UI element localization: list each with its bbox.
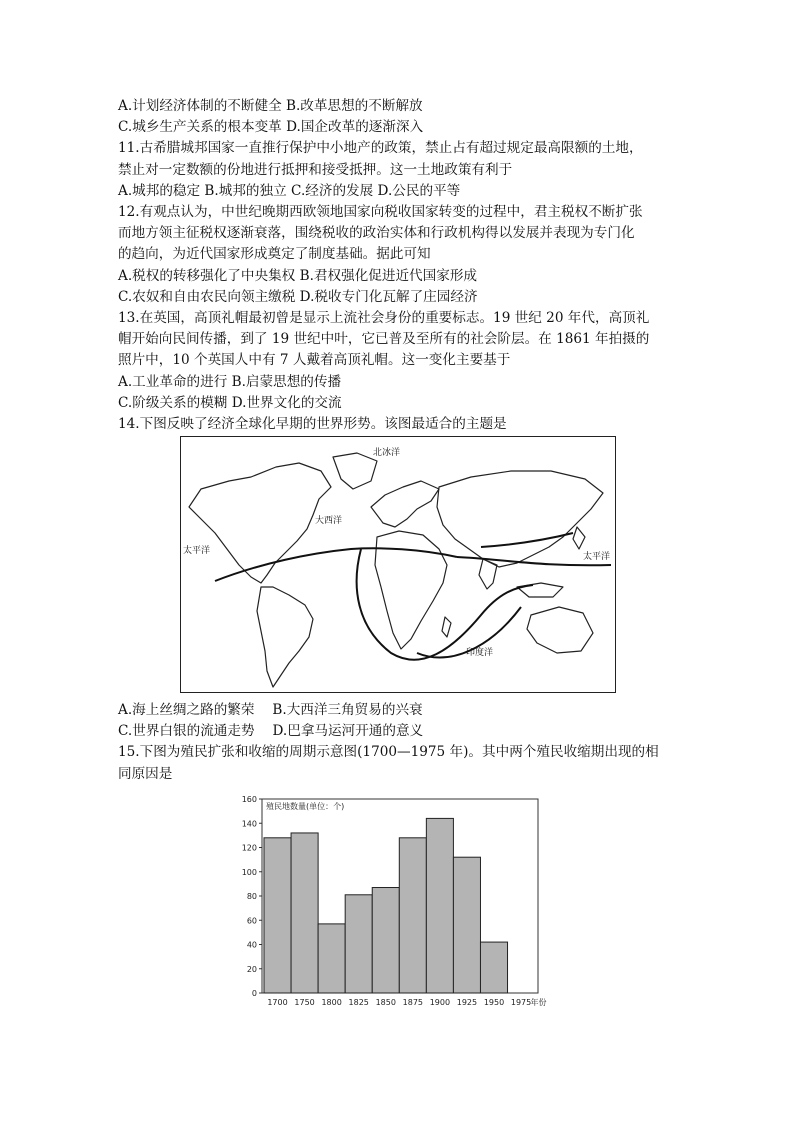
x-tick-label: 1950 xyxy=(483,998,505,1007)
bar xyxy=(345,895,372,993)
y-tick-label: 0 xyxy=(251,989,257,998)
bar xyxy=(399,838,426,993)
label-indian: 印度洋 xyxy=(466,648,494,658)
label-atlantic: 大西洋 xyxy=(315,516,343,526)
y-tick-label: 140 xyxy=(241,819,257,829)
x-axis-suffix: 年份 xyxy=(530,998,547,1007)
text-line: 同原因是 xyxy=(118,765,173,782)
label-pacific-right: 太平洋 xyxy=(583,552,611,562)
text-line: A.计划经济体制的不断健全 B.改革思想的不断解放 xyxy=(118,98,423,114)
x-tick-label: 1900 xyxy=(429,998,451,1007)
y-tick-label: 160 xyxy=(241,795,257,804)
map-svg xyxy=(181,437,615,692)
text-line: 照片中，10 个英国人中有 7 人戴着高顶礼帽。这一变化主要基于 xyxy=(118,352,511,369)
question-text-top xyxy=(118,96,688,435)
y-tick-label: 20 xyxy=(246,964,257,974)
colony-bar-chart xyxy=(232,789,572,1009)
text-line: C.世界白银的流通走势 D.巴拿马运河开通的意义 xyxy=(118,723,424,740)
x-tick-label: 1825 xyxy=(348,998,369,1007)
bar xyxy=(372,888,399,993)
bar xyxy=(264,838,291,993)
text-line: 14.下图反映了经济全球化早期的世界形势。该图最适合的主题是 xyxy=(118,416,507,433)
y-axis-title: 殖民地数量(单位：个) xyxy=(266,802,345,811)
x-tick-label: 1700 xyxy=(267,998,288,1007)
bar xyxy=(291,833,318,993)
x-tick-label: 1875 xyxy=(402,998,424,1007)
bar xyxy=(480,942,507,993)
x-tick-label: 1975 xyxy=(510,998,532,1007)
chart-svg xyxy=(232,789,572,1009)
x-tick-label: 1850 xyxy=(375,998,396,1007)
text-line: A.税权的转移强化了中央集权 B.君权强化促进近代国家形成 xyxy=(118,267,478,284)
y-tick-label: 120 xyxy=(241,843,257,853)
text-line: A.工业革命的进行 B.启蒙思想的传播 xyxy=(118,373,342,390)
label-pacific-left: 太平洋 xyxy=(183,546,211,556)
y-tick-label: 100 xyxy=(241,867,257,877)
y-tick-label: 40 xyxy=(246,940,257,950)
x-tick-label: 1925 xyxy=(456,998,478,1007)
text-line: 13.在英国，高顶礼帽最初曾是显示上流社会身份的重要标志。19 世纪 20 年代，高顶礼 xyxy=(118,310,650,327)
bar xyxy=(453,857,480,993)
text-line: 的趋向，为近代国家形成奠定了制度基础。据此可知 xyxy=(118,246,431,263)
question-text-bottom xyxy=(118,700,698,785)
x-tick-label: 1750 xyxy=(294,998,315,1007)
text-line: 禁止对一定数额的份地进行抵押和接受抵押。这一土地政策有利于 xyxy=(118,161,513,178)
world-trade-map xyxy=(180,436,616,693)
text-line: A.城邦的稳定 B.城邦的独立 C.经济的发展 D.公民的平等 xyxy=(118,182,461,199)
y-tick-label: 80 xyxy=(246,892,257,901)
text-line: 帽开始向民间传播，到了 19 世纪中叶，它已普及至所有的社会阶层。在 1861 年拍摄的 xyxy=(118,331,650,348)
text-line: A.海上丝绸之路的繁荣 B.大西洋三角贸易的兴衰 xyxy=(118,702,423,718)
text-line: 而地方领主征税权逐渐衰落，围绕税收的政治实体和行政机构得以发展并表现为专门化 xyxy=(118,225,635,242)
text-line: 12.有观点认为，中世纪晚期西欧领地国家向税收国家转变的过程中，君主税权不断扩张 xyxy=(118,204,643,221)
bar xyxy=(318,924,345,993)
label-arctic: 北冰洋 xyxy=(373,448,401,458)
bar xyxy=(426,818,453,993)
x-tick-label: 1800 xyxy=(321,998,342,1007)
y-tick-label: 60 xyxy=(246,916,257,926)
text-line: C.农奴和自由农民向领主缴税 D.税收专门化瓦解了庄园经济 xyxy=(118,288,478,305)
text-line: 11.古希腊城邦国家一直推行保护中小地产的政策，禁止占有超过规定最高限额的土地， xyxy=(118,140,643,157)
text-line: C.城乡生产关系的根本变革 D.国企改革的逐渐深入 xyxy=(118,119,424,136)
text-line: C.阶级关系的模糊 D.世界文化的交流 xyxy=(118,394,342,411)
text-line: 15.下图为殖民扩张和收缩的周期示意图(1700—1975 年)。其中两个殖民收缩期出现的相 xyxy=(118,744,659,761)
